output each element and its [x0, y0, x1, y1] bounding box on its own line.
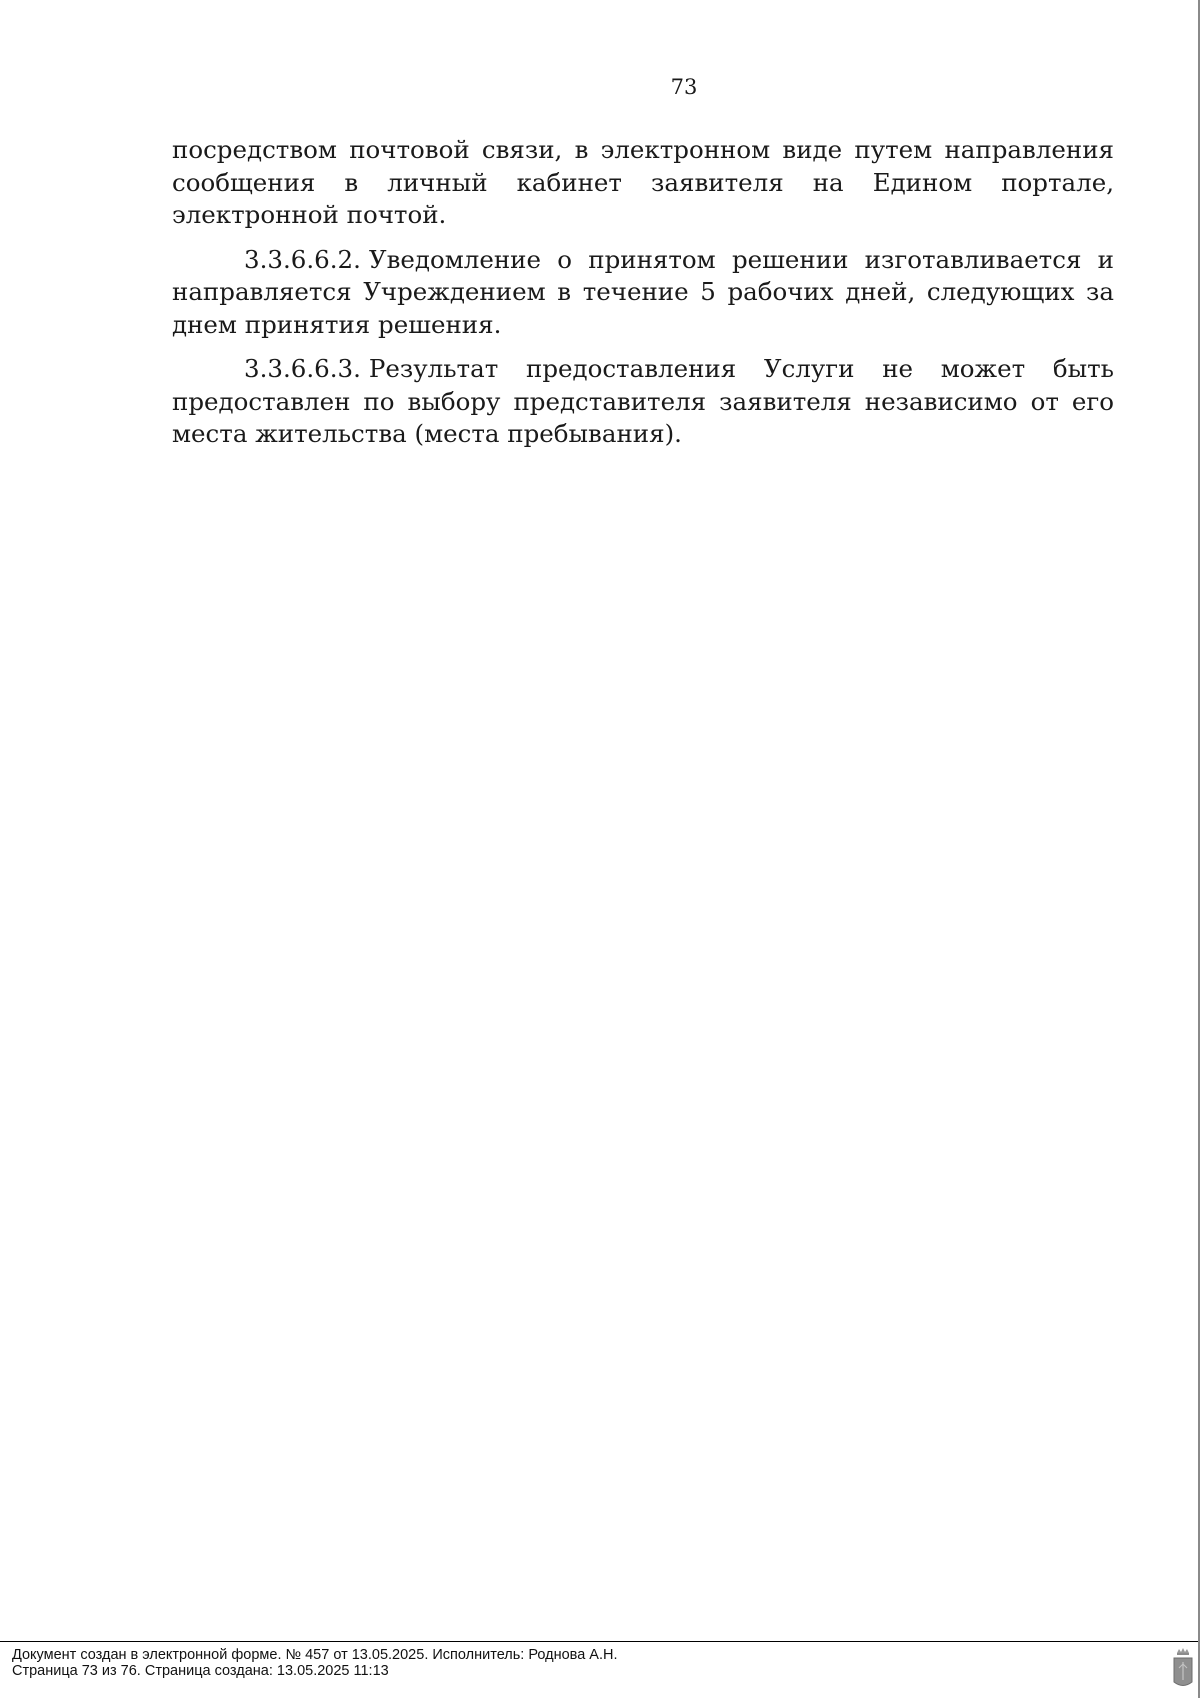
footer-page-info: Страница 73 из 76. Страница создана: 13.05.2025 11:13	[12, 1663, 389, 1679]
paragraph-text: Результат предоставления Услуги не может быть предоставлен по выбору представителя заявителя независимо от его места жительства (места пребывания).	[172, 354, 1114, 448]
paragraph-text: посредством почтовой связи, в электронном виде путем направления сообщения в личный кабинет заявителя на Едином портале, электронной почтой.	[172, 135, 1114, 229]
paragraph-number: 3.3.6.6.3.	[244, 354, 361, 383]
coat-of-arms-icon	[1172, 1646, 1194, 1690]
page-number-container	[0, 73, 1200, 101]
paragraph-number: 3.3.6.6.2.	[244, 244, 361, 274]
document-footer	[12, 1647, 1112, 1679]
paragraph-continuation	[172, 134, 1114, 232]
paragraph-3-3-6-6-3	[172, 353, 1114, 451]
paragraph-text: Уведомление о принятом решении изготавливается и направляется Учреждением в течение 5 рабочих дней, следующих за днем принятия решения.	[172, 244, 1114, 339]
paragraph-3-3-6-6-2	[172, 244, 1114, 342]
document-body	[172, 134, 1114, 463]
footer-document-info: Документ создан в электронной форме. № 457 от 13.05.2025. Исполнитель: Роднова А.Н.	[12, 1647, 618, 1663]
footer-divider	[0, 1641, 1198, 1642]
page-number: 73	[670, 75, 698, 99]
